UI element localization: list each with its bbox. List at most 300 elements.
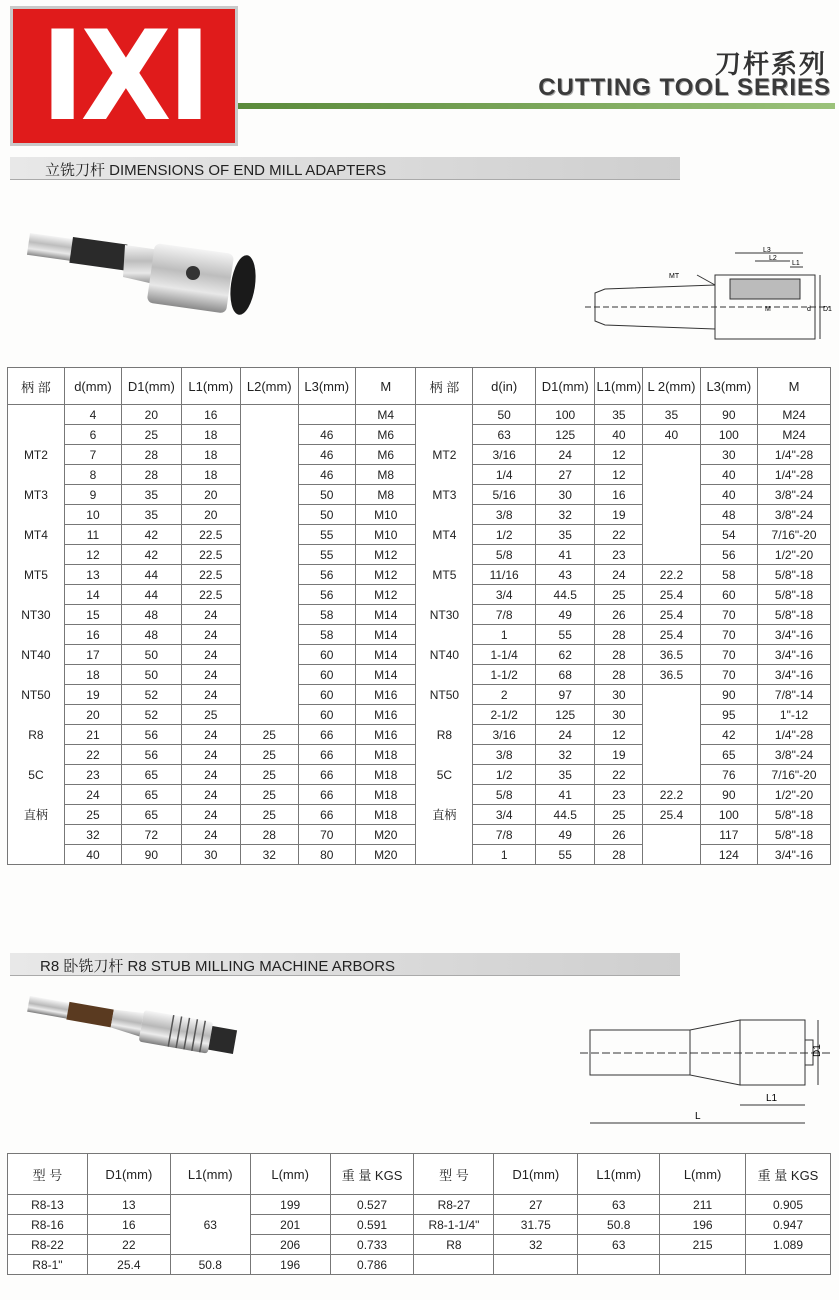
r8-arbor-drawing <box>580 1015 830 1135</box>
col-header: 型 号 <box>8 1154 88 1195</box>
table-cell: 1/2"-20 <box>758 545 831 565</box>
table-cell: 7/8 <box>473 605 536 625</box>
logo-text: IXI <box>40 3 208 149</box>
table-cell: 24 <box>535 725 595 745</box>
shank-cell: MT2 <box>8 445 65 465</box>
table-cell: 46 <box>298 465 356 485</box>
table-cell: 1 <box>473 625 536 645</box>
table-cell <box>241 525 299 545</box>
table-cell: 13 <box>64 565 121 585</box>
col-header: D1(mm) <box>122 368 182 405</box>
table-cell: 44.5 <box>535 805 595 825</box>
table-cell: 65 <box>122 785 182 805</box>
table-cell: 8 <box>64 465 121 485</box>
table-cell: 66 <box>298 785 356 805</box>
table-cell: 0.786 <box>330 1255 414 1275</box>
table-cell: 22.2 <box>643 565 700 585</box>
table-cell: 20 <box>122 405 182 425</box>
table-cell: 1.089 <box>746 1235 831 1255</box>
table-cell <box>643 825 700 845</box>
table-cell: M4 <box>356 405 416 425</box>
table-row <box>8 445 831 465</box>
table-cell: 54 <box>700 525 758 545</box>
table-cell: 50.8 <box>170 1255 250 1275</box>
table-cell <box>241 705 299 725</box>
table-cell <box>643 725 700 745</box>
table-cell <box>170 1195 250 1215</box>
table-cell: 60 <box>298 685 356 705</box>
table-cell: 25.4 <box>87 1255 170 1275</box>
table-cell: 58 <box>298 625 356 645</box>
table-row <box>8 665 831 685</box>
table-cell: 23 <box>595 545 643 565</box>
col-header: 重 量 KGS <box>746 1154 831 1195</box>
shank-cell <box>416 825 473 845</box>
table-cell: 22 <box>87 1235 170 1255</box>
table-cell: 62 <box>535 645 595 665</box>
table-cell: 40 <box>643 425 700 445</box>
table-cell: M16 <box>356 685 416 705</box>
shank-cell: 5C <box>8 765 65 785</box>
table-cell: 16 <box>87 1215 170 1235</box>
table-cell: M10 <box>356 525 416 545</box>
table-row <box>8 825 831 845</box>
table-cell <box>643 525 700 545</box>
shank-cell: MT5 <box>8 565 65 585</box>
table-cell <box>298 405 356 425</box>
table-cell: 12 <box>595 725 643 745</box>
shank-cell: R8 <box>416 725 473 745</box>
table-cell: M8 <box>356 465 416 485</box>
svg-text:D1: D1 <box>812 1044 823 1057</box>
table-cell: 16 <box>64 625 121 645</box>
table-cell: 44 <box>122 565 182 585</box>
table-cell: 5/8"-18 <box>758 805 831 825</box>
table-cell: 0.905 <box>746 1195 831 1215</box>
shank-cell <box>8 665 65 685</box>
table-cell: M18 <box>356 805 416 825</box>
table-cell <box>643 505 700 525</box>
table-cell: M6 <box>356 445 416 465</box>
table-cell: 21 <box>64 725 121 745</box>
table-cell: 26 <box>595 605 643 625</box>
table-cell: M14 <box>356 625 416 645</box>
table-cell: 22 <box>64 745 121 765</box>
table-row <box>8 765 831 785</box>
table-cell: 65 <box>122 765 182 785</box>
table-cell: 35 <box>535 525 595 545</box>
shank-cell <box>8 785 65 805</box>
table-cell: 27 <box>494 1195 578 1215</box>
table-cell: 11/16 <box>473 565 536 585</box>
table-cell: 63 <box>170 1215 250 1235</box>
table-cell: M18 <box>356 745 416 765</box>
table-row <box>8 1235 831 1255</box>
table-cell: 24 <box>181 725 240 745</box>
series-title-en: CUTTING TOOL SERIES <box>538 74 831 101</box>
table-cell: 52 <box>122 685 182 705</box>
table-cell: 12 <box>595 445 643 465</box>
table-cell: 24 <box>181 665 240 685</box>
shank-cell <box>8 745 65 765</box>
end-mill-adapter-photo <box>25 215 260 315</box>
table-cell: 24 <box>64 785 121 805</box>
table-cell: 3/8"-24 <box>758 505 831 525</box>
table-cell: M8 <box>356 485 416 505</box>
table-row <box>8 785 831 805</box>
table-row <box>8 705 831 725</box>
table-cell: R8-22 <box>8 1235 88 1255</box>
table-cell: 201 <box>250 1215 330 1235</box>
table-cell: 44.5 <box>535 585 595 605</box>
table-cell <box>241 645 299 665</box>
table-cell: 17 <box>64 645 121 665</box>
table-cell: 97 <box>535 685 595 705</box>
col-header: 柄 部 <box>8 368 65 405</box>
table-cell: 196 <box>660 1215 746 1235</box>
table-cell: 50 <box>473 405 536 425</box>
table-cell: 70 <box>700 625 758 645</box>
table-cell: 58 <box>298 605 356 625</box>
shank-cell <box>416 505 473 525</box>
table-cell: 18 <box>181 465 240 485</box>
table-cell <box>643 705 700 725</box>
col-header: L3(mm) <box>700 368 758 405</box>
brand-logo <box>10 3 238 149</box>
table-cell: 100 <box>700 805 758 825</box>
table-cell: 28 <box>595 845 643 865</box>
table-cell: 1"-12 <box>758 705 831 725</box>
table-cell: 18 <box>181 425 240 445</box>
table-cell: 24 <box>181 685 240 705</box>
table-cell: 10 <box>64 505 121 525</box>
table-cell <box>241 405 299 425</box>
table-cell: 23 <box>64 765 121 785</box>
table-cell: 125 <box>535 425 595 445</box>
table-row <box>8 525 831 545</box>
r8-arbor-photo <box>25 995 255 1070</box>
table-cell: 44 <box>122 585 182 605</box>
table-cell: 50 <box>298 485 356 505</box>
table-cell: 5/8"-18 <box>758 565 831 585</box>
table-cell: 25.4 <box>643 805 700 825</box>
table-cell: 66 <box>298 725 356 745</box>
table-cell: 50 <box>122 665 182 685</box>
table-row <box>8 465 831 485</box>
section-header-end-mill <box>10 157 680 180</box>
table-cell: 30 <box>535 485 595 505</box>
table-cell: 3/4 <box>473 585 536 605</box>
table-row <box>8 485 831 505</box>
table-row <box>8 845 831 865</box>
table-cell: 7 <box>64 445 121 465</box>
table-cell: 65 <box>122 805 182 825</box>
table-cell: 9 <box>64 485 121 505</box>
shank-cell: R8 <box>8 725 65 745</box>
table-cell: M10 <box>356 505 416 525</box>
table-cell: 66 <box>298 745 356 765</box>
table-cell: 25 <box>64 805 121 825</box>
table-cell: 40 <box>64 845 121 865</box>
table-cell: 24 <box>535 445 595 465</box>
table-cell: 36.5 <box>643 645 700 665</box>
table-cell: 30 <box>595 685 643 705</box>
table-row <box>8 725 831 745</box>
table-cell: 124 <box>700 845 758 865</box>
table-cell: 48 <box>700 505 758 525</box>
table-cell: 46 <box>298 425 356 445</box>
table-cell: 36.5 <box>643 665 700 685</box>
table-cell: 24 <box>181 745 240 765</box>
table-cell: 16 <box>181 405 240 425</box>
shank-cell <box>8 825 65 845</box>
col-header: L(mm) <box>250 1154 330 1195</box>
table-cell: 25 <box>241 725 299 745</box>
shank-cell: MT2 <box>416 445 473 465</box>
shank-cell <box>416 545 473 565</box>
label-mt: MT <box>669 273 680 280</box>
table-cell: 49 <box>535 825 595 845</box>
table-cell: 60 <box>298 645 356 665</box>
table-cell: 5/16 <box>473 485 536 505</box>
col-header: d(mm) <box>64 368 121 405</box>
table-cell <box>241 485 299 505</box>
table-cell: 40 <box>700 485 758 505</box>
table-cell: 35 <box>595 405 643 425</box>
table-cell: M14 <box>356 605 416 625</box>
table-cell <box>241 665 299 685</box>
shank-cell <box>8 505 65 525</box>
table-cell: 41 <box>535 545 595 565</box>
table-cell: 90 <box>700 685 758 705</box>
table-cell: 5/8"-18 <box>758 825 831 845</box>
table-cell: 41 <box>535 785 595 805</box>
table-cell: 76 <box>700 765 758 785</box>
table-cell: 25.4 <box>643 605 700 625</box>
col-header: L2(mm) <box>241 368 299 405</box>
table-cell <box>746 1255 831 1275</box>
table-cell: 48 <box>122 625 182 645</box>
table-cell: 66 <box>298 805 356 825</box>
table-cell: 80 <box>298 845 356 865</box>
table-cell: 70 <box>700 645 758 665</box>
col-header: L 2(mm) <box>643 368 700 405</box>
table-cell: 63 <box>578 1195 660 1215</box>
table-cell: 7/16"-20 <box>758 765 831 785</box>
table-cell: 22.5 <box>181 585 240 605</box>
table-cell: 30 <box>181 845 240 865</box>
table-cell: 2 <box>473 685 536 705</box>
table-cell: 27 <box>535 465 595 485</box>
table-header-row <box>8 368 831 405</box>
table-cell: 56 <box>122 745 182 765</box>
col-header: 重 量 KGS <box>330 1154 414 1195</box>
table-cell: 22.5 <box>181 565 240 585</box>
shank-cell <box>416 405 473 425</box>
table-cell <box>241 545 299 565</box>
col-header: d(in) <box>473 368 536 405</box>
table-cell: 0.527 <box>330 1195 414 1215</box>
table-cell: 3/16 <box>473 445 536 465</box>
table-cell <box>241 565 299 585</box>
table-cell <box>643 685 700 705</box>
table-cell: 3/8 <box>473 745 536 765</box>
table-cell: 18 <box>181 445 240 465</box>
table-cell: 0.591 <box>330 1215 414 1235</box>
shank-cell <box>8 405 65 425</box>
shank-cell: 直柄 <box>416 805 473 825</box>
table-cell: 25.4 <box>643 585 700 605</box>
table-cell: 22 <box>595 525 643 545</box>
table-cell: 24 <box>181 825 240 845</box>
shank-cell: NT40 <box>416 645 473 665</box>
table-cell: 28 <box>595 625 643 645</box>
table-cell: 28 <box>122 465 182 485</box>
table-cell: 18 <box>64 665 121 685</box>
table-cell: M20 <box>356 825 416 845</box>
table-cell: 60 <box>298 665 356 685</box>
table-cell: 3/16 <box>473 725 536 745</box>
table-cell <box>241 505 299 525</box>
table-cell: 95 <box>700 705 758 725</box>
table-cell: 19 <box>595 745 643 765</box>
table-cell: 32 <box>535 745 595 765</box>
table-cell: 28 <box>595 665 643 685</box>
table-header-row <box>8 1154 831 1195</box>
table-cell: R8 <box>414 1235 494 1255</box>
table-cell: 24 <box>181 625 240 645</box>
table-cell: 55 <box>535 625 595 645</box>
table-cell: 3/4 <box>473 805 536 825</box>
table-cell: 1/2 <box>473 525 536 545</box>
table-cell: 49 <box>535 605 595 625</box>
shank-cell <box>8 585 65 605</box>
table-cell: 13 <box>87 1195 170 1215</box>
svg-text:L1: L1 <box>792 260 800 267</box>
col-header: L1(mm) <box>170 1154 250 1195</box>
table-cell: 3/4"-16 <box>758 625 831 645</box>
col-header: L(mm) <box>660 1154 746 1195</box>
table-cell: 22.5 <box>181 525 240 545</box>
col-header: 柄 部 <box>416 368 473 405</box>
table-cell: 32 <box>494 1235 578 1255</box>
table-cell: 70 <box>298 825 356 845</box>
table-row <box>8 1215 831 1235</box>
table-row <box>8 745 831 765</box>
table-row <box>8 565 831 585</box>
table-cell: 28 <box>122 445 182 465</box>
table-cell: 25 <box>181 705 240 725</box>
table-cell: 100 <box>700 425 758 445</box>
table-cell: 25 <box>241 785 299 805</box>
shank-cell: NT30 <box>8 605 65 625</box>
table-cell: M12 <box>356 545 416 565</box>
table-cell: 20 <box>181 505 240 525</box>
shank-cell <box>8 425 65 445</box>
shank-cell: 5C <box>416 765 473 785</box>
end-mill-adapter-drawing <box>585 245 830 345</box>
table-cell: 215 <box>660 1235 746 1255</box>
table-cell: 23 <box>595 785 643 805</box>
table-cell: 196 <box>250 1255 330 1275</box>
table-cell <box>643 845 700 865</box>
table-row <box>8 1195 831 1215</box>
shank-cell <box>416 785 473 805</box>
table-cell: R8-27 <box>414 1195 494 1215</box>
col-header: L1(mm) <box>578 1154 660 1195</box>
table-cell: 11 <box>64 525 121 545</box>
table-cell: 70 <box>700 665 758 685</box>
table-cell: 25 <box>241 805 299 825</box>
table-cell: 35 <box>643 405 700 425</box>
table-cell: 3/8 <box>473 505 536 525</box>
table-cell: 22.2 <box>643 785 700 805</box>
shank-cell: NT50 <box>8 685 65 705</box>
shank-cell: MT4 <box>8 525 65 545</box>
table-cell: 6 <box>64 425 121 445</box>
table-cell: 72 <box>122 825 182 845</box>
table-cell <box>643 545 700 565</box>
table-cell: 90 <box>700 785 758 805</box>
svg-text:L2: L2 <box>769 255 777 262</box>
table-cell: 3/4"-16 <box>758 645 831 665</box>
table-cell: 42 <box>122 525 182 545</box>
table-cell <box>643 485 700 505</box>
section-header-r8-arbors <box>10 953 680 976</box>
table-cell: 60 <box>298 705 356 725</box>
table-cell: 3/4"-16 <box>758 845 831 865</box>
table-cell: 3/8"-24 <box>758 485 831 505</box>
table-cell: 66 <box>298 765 356 785</box>
table-cell: 56 <box>298 565 356 585</box>
table-cell <box>578 1255 660 1275</box>
table-cell <box>170 1235 250 1255</box>
shank-cell: MT5 <box>416 565 473 585</box>
table-cell: 1 <box>473 845 536 865</box>
table-cell: 56 <box>700 545 758 565</box>
table-cell: M12 <box>356 585 416 605</box>
col-header: L3(mm) <box>298 368 356 405</box>
table-cell: 1/2"-20 <box>758 785 831 805</box>
table-cell: 25 <box>241 745 299 765</box>
svg-text:L1: L1 <box>766 1093 778 1104</box>
table-cell: M16 <box>356 725 416 745</box>
shank-cell: MT4 <box>416 525 473 545</box>
table-cell: 199 <box>250 1195 330 1215</box>
shank-cell <box>416 585 473 605</box>
r8-arbor-table <box>7 1153 831 1275</box>
table-cell: 35 <box>122 505 182 525</box>
table-cell: 5/8 <box>473 785 536 805</box>
table-row <box>8 605 831 625</box>
table-cell: 24 <box>595 565 643 585</box>
table-cell: 58 <box>700 565 758 585</box>
table-cell: 19 <box>64 685 121 705</box>
table-cell: 63 <box>473 425 536 445</box>
table-cell: 24 <box>181 785 240 805</box>
table-row <box>8 545 831 565</box>
table-cell: 32 <box>64 825 121 845</box>
table-cell: 5/8 <box>473 545 536 565</box>
table-cell: R8-1-1/4" <box>414 1215 494 1235</box>
table-cell: 2-1/2 <box>473 705 536 725</box>
table-cell: 31.75 <box>494 1215 578 1235</box>
table-cell: 206 <box>250 1235 330 1255</box>
table-cell: 32 <box>535 505 595 525</box>
table-row <box>8 585 831 605</box>
table-cell: 70 <box>700 605 758 625</box>
series-title-cn: 刀杆系列 <box>714 50 827 80</box>
